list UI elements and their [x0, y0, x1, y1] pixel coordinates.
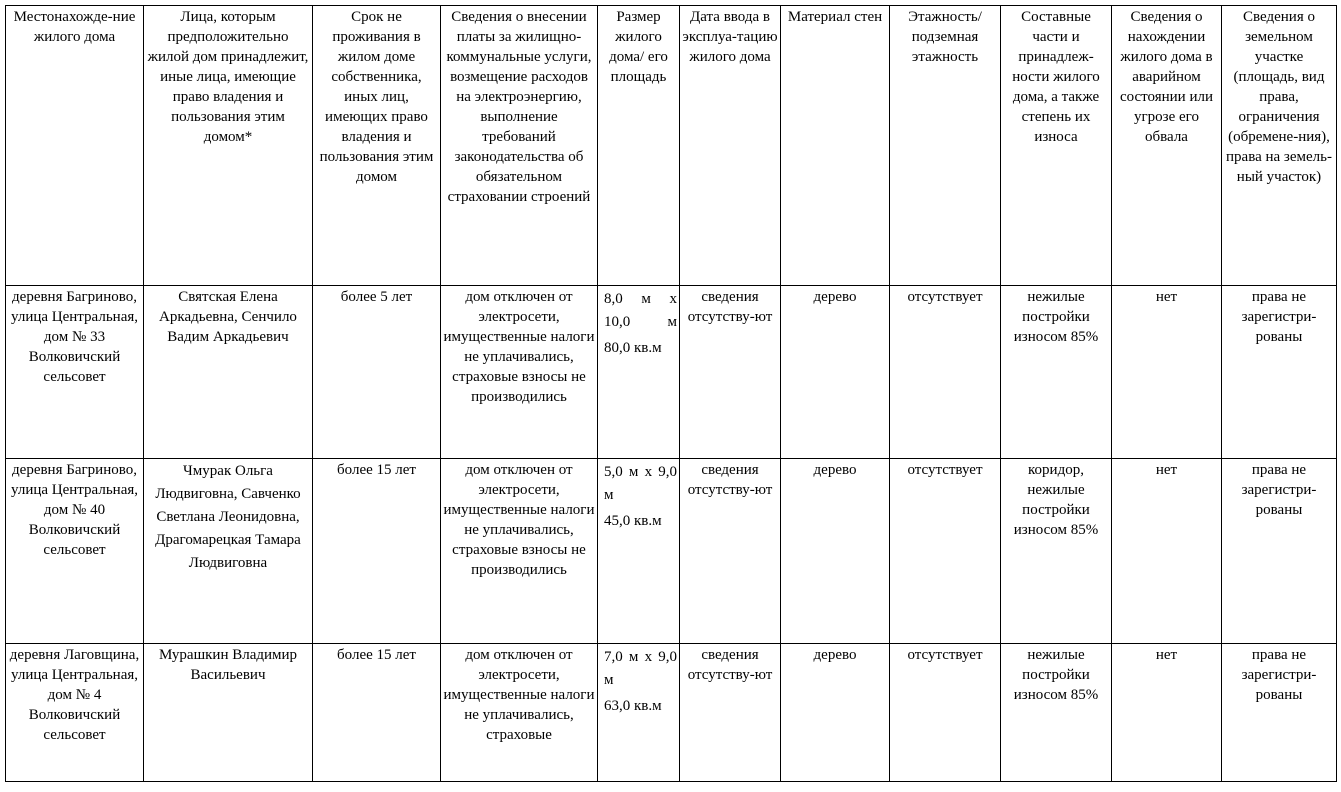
table-row [6, 286, 1337, 459]
houses-table [5, 5, 1337, 782]
cell-size [598, 459, 680, 644]
cell-term: более 5 лет [313, 286, 441, 459]
cell-date: сведения отсутству-ют [680, 459, 781, 644]
size-area: 45,0 кв.м [604, 513, 662, 529]
cell-persons: Чмурак Ольга Людвиговна, Савченко Светлана Леонидовна, Драгомарецкая Тамара Людвиговна [144, 459, 313, 644]
cell-floors: отсутствует [890, 286, 1001, 459]
cell-term: более 15 лет [313, 644, 441, 782]
header-date: Дата ввода в эксплуа-тацию жилого дома [680, 6, 781, 286]
cell-size [598, 644, 680, 782]
cell-payments: дом отключен от электросети, имущественные налоги не уплачивались, страховые взносы не производились [441, 459, 598, 644]
table-row [6, 459, 1337, 644]
cell-parts: нежилые постройки износом 85% [1001, 644, 1112, 782]
cell-emergency: нет [1112, 459, 1222, 644]
cell-size [598, 286, 680, 459]
cell-payments: дом отключен от электросети, имущественные налоги не уплачивались, страховые взносы не производились [441, 286, 598, 459]
cell-location: деревня Лаговщина, улица Центральная, дом № 4 Волковичский сельсовет [6, 644, 144, 782]
cell-payments: дом отключен от электросети, имущественные налоги не уплачивались, страховые [441, 644, 598, 782]
cell-parts: нежилые постройки износом 85% [1001, 286, 1112, 459]
cell-land: права не зарегистри-рованы [1222, 459, 1337, 644]
size-area: 63,0 кв.м [604, 698, 662, 714]
size-dimensions: 7,0 м х 9,0 м [604, 649, 677, 688]
cell-land: права не зарегистри-рованы [1222, 286, 1337, 459]
cell-floors: отсутствует [890, 459, 1001, 644]
header-size: Размер жилого дома/ его площадь [598, 6, 680, 286]
cell-persons: Мурашкин Владимир Васильевич [144, 644, 313, 782]
header-floors: Этажность/ подземная этажность [890, 6, 1001, 286]
cell-persons: Святская Елена Аркадьевна, Сенчило Вадим Аркадьевич [144, 286, 313, 459]
header-term: Срок не проживания в жилом доме собственника, иных лиц, имеющих право владения и пользования этим домом [313, 6, 441, 286]
header-row [6, 6, 1337, 286]
cell-material: дерево [781, 286, 890, 459]
cell-date: сведения отсутству-ют [680, 644, 781, 782]
size-dimensions: 8,0 м х 10,0 м [604, 291, 677, 330]
header-payments: Сведения о внесении платы за жилищно-коммунальные услуги, возмещение расходов на электроэнергию, выполнение требований законодательства об обязательном страховании строений [441, 6, 598, 286]
cell-land: права не зарегистри-рованы [1222, 644, 1337, 782]
cell-term: более 15 лет [313, 459, 441, 644]
cell-material: дерево [781, 644, 890, 782]
header-location: Местонахожде-ние жилого дома [6, 6, 144, 286]
size-dimensions: 5,0 м х 9,0 м [604, 464, 677, 503]
header-land: Сведения о земельном участке (площадь, вид права, ограничения (обремене-ния), права на земель-ный участок) [1222, 6, 1337, 286]
cell-emergency: нет [1112, 286, 1222, 459]
cell-location: деревня Багриново, улица Центральная, дом № 40 Волковичский сельсовет [6, 459, 144, 644]
header-persons: Лица, которым предположительно жилой дом принадлежит, иные лица, имеющие право владения и пользования этим домом* [144, 6, 313, 286]
cell-floors: отсутствует [890, 644, 1001, 782]
cell-date: сведения отсутству-ют [680, 286, 781, 459]
cell-emergency: нет [1112, 644, 1222, 782]
header-emergency: Сведения о нахождении жилого дома в аварийном состоянии или угрозе его обвала [1112, 6, 1222, 286]
header-material: Материал стен [781, 6, 890, 286]
cell-parts: коридор, нежилые постройки износом 85% [1001, 459, 1112, 644]
cell-location: деревня Багриново, улица Центральная, дом № 33 Волковичский сельсовет [6, 286, 144, 459]
table-row [6, 644, 1337, 782]
header-parts: Составные части и принадлеж-ности жилого дома, а также степень их износа [1001, 6, 1112, 286]
cell-material: дерево [781, 459, 890, 644]
size-area: 80,0 кв.м [604, 340, 662, 356]
